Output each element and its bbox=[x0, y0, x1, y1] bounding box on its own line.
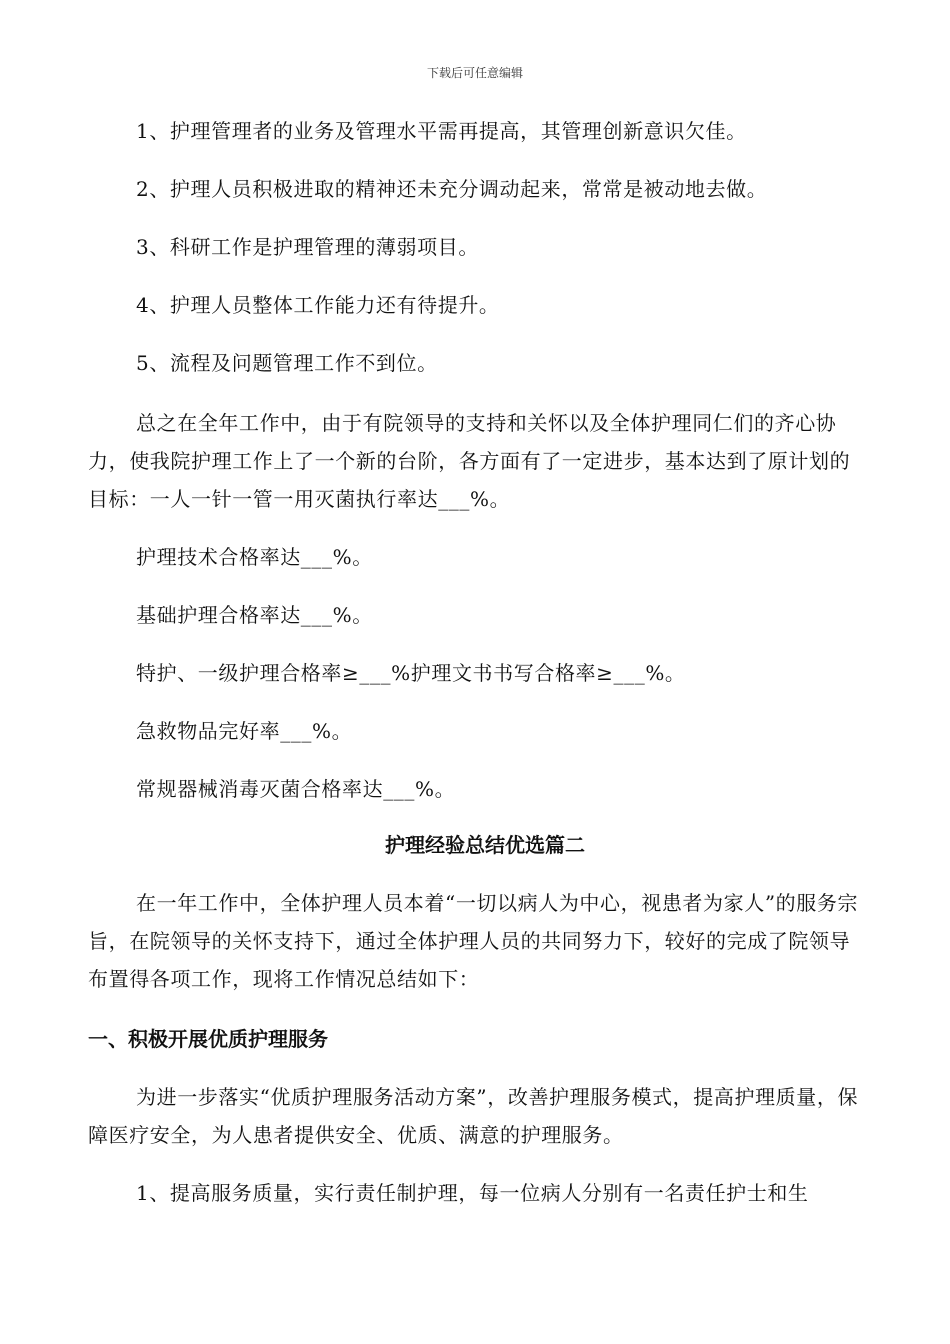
rate-item: 急救物品完好率___%。 bbox=[136, 719, 353, 743]
rate-item: 护理技术合格率达___%。 bbox=[136, 545, 373, 569]
body-paragraph: 为进一步落实“优质护理服务活动方案”，改善护理服务模式，提高护理质量，保障医疗安全，为人患者提供安全、优质、满意的护理服务。 bbox=[88, 1085, 859, 1147]
subsection-heading: 一、积极开展优质护理服务 bbox=[88, 1027, 328, 1051]
list-item: 5、流程及问题管理工作不到位。 bbox=[136, 351, 438, 375]
rate-item: 常规器械消毒灭菌合格率达___%。 bbox=[136, 777, 456, 801]
rate-item: 特护、一级护理合格率≥___%护理文书书写合格率≥___%。 bbox=[136, 661, 686, 685]
document-body bbox=[88, 112, 862, 1212]
list-item: 1、护理管理者的业务及管理水平需再提高，其管理创新意识欠佳。 bbox=[136, 119, 747, 143]
page-header-note: 下载后可任意编辑 bbox=[426, 66, 523, 80]
list-item: 4、护理人员整体工作能力还有待提升。 bbox=[136, 293, 500, 317]
rate-item: 基础护理合格率达___%。 bbox=[136, 603, 373, 627]
intro-paragraph: 在一年工作中，全体护理人员本着“一切以病人为中心，视患者为家人”的服务宗旨，在院领导的关怀支持下，通过全体护理人员的共同努力下，较好的完成了院领导布置得各项工作，现将工作情况总结如下： bbox=[88, 891, 859, 991]
body-paragraph: 1、提高服务质量，实行责任制护理，每一位病人分别有一名责任护士和生 bbox=[136, 1181, 809, 1205]
list-item: 2、护理人员积极进取的精神还未充分调动起来，常常是被动地去做。 bbox=[136, 177, 768, 201]
summary-paragraph: 总之在全年工作中，由于有院领导的支持和关怀以及全体护理同仁们的齐心协力，使我院护理工作上了一个新的台阶，各方面有了一定进步，基本达到了原计划的目标：一人一针一管一用灭菌执行率达___%。 bbox=[88, 411, 851, 511]
list-item: 3、科研工作是护理管理的薄弱项目。 bbox=[136, 235, 479, 259]
section-title: 护理经验总结优选篇二 bbox=[385, 833, 585, 857]
